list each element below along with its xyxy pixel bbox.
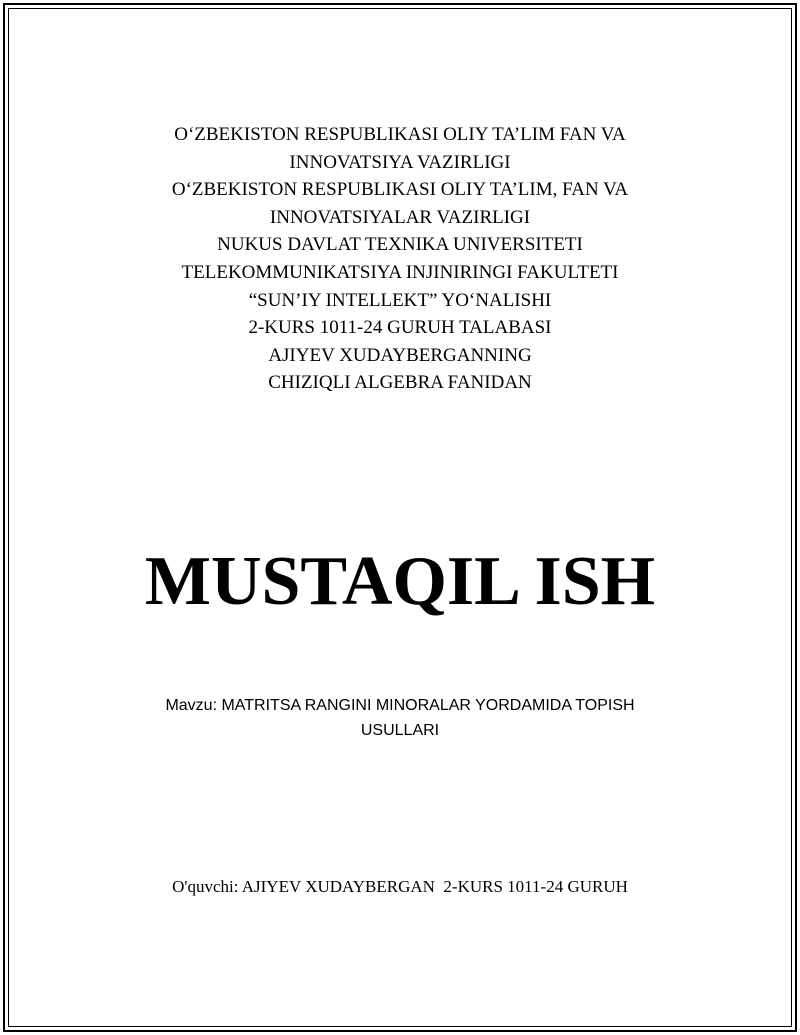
header-line: INNOVATSIYALAR VAZIRLIGI	[269, 206, 531, 228]
header-line: 2-KURS 1011-24 GURUH TALABASI	[248, 317, 552, 339]
document-title: MUSTAQIL ISH	[144, 543, 656, 620]
topic-line: USULLARI	[360, 722, 440, 739]
header-line: TELEKOMMUNIKATSIYA INJINIRINGI FAKULTETI	[181, 261, 619, 283]
institution-header	[0, 121, 800, 397]
student-info: O'quvchi: AJIYEV XUDAYBERGAN 2-KURS 1011-24 GURUH	[172, 877, 628, 896]
topic-line: Mavzu: MATRITSA RANGINI MINORALAR YORDAMIDA TOPISH	[165, 697, 635, 714]
header-line: INNOVATSIYA VAZIRLIGI	[289, 151, 511, 173]
header-line: NUKUS DAVLAT TEXNIKA UNIVERSITETI	[217, 234, 583, 256]
header-line: AJIYEV XUDAYBERGANNING	[268, 344, 532, 366]
header-line: CHIZIQLI ALGEBRA FANIDAN	[268, 372, 532, 394]
header-line: O‘ZBEKISTON RESPUBLIKASI OLIY TA’LIM, FAN VA	[171, 179, 629, 201]
header-line: “SUN’IY INTELLEKT” YO‘NALISHI	[248, 289, 552, 311]
header-line: O‘ZBEKISTON RESPUBLIKASI OLIY TA’LIM FAN VA	[174, 124, 626, 145]
topic-block	[0, 693, 800, 743]
